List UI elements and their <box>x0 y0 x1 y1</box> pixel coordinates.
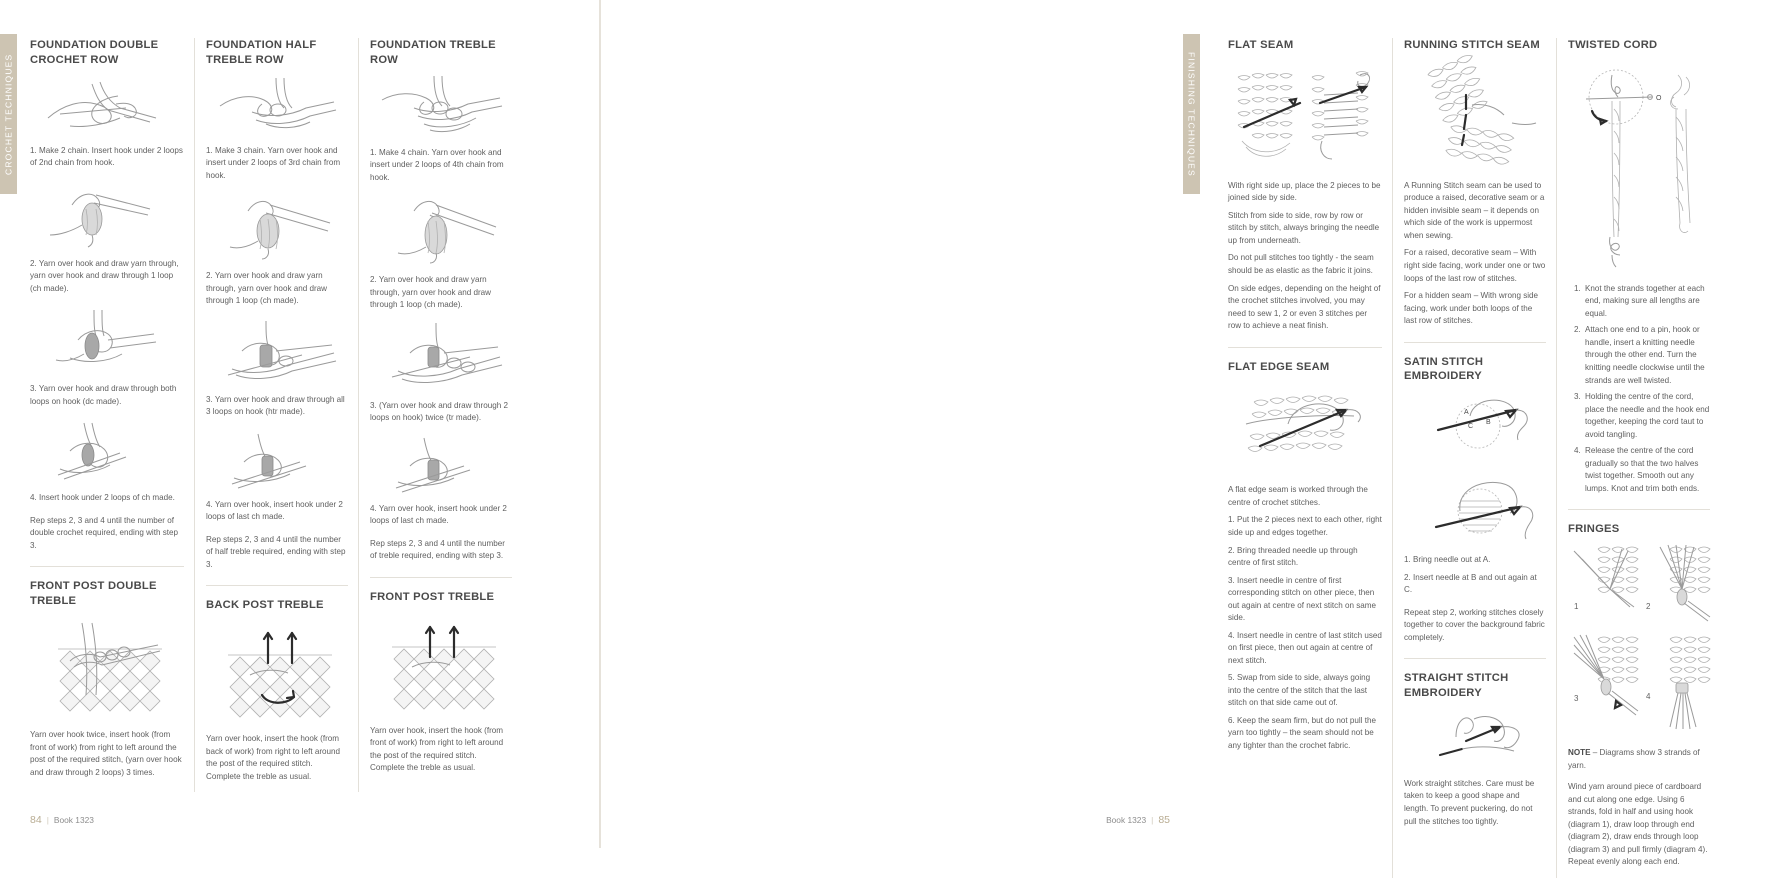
step-text: 4. Yarn over hook, insert hook under 2 loops of last ch made. <box>370 503 507 526</box>
figure-foundation-tr-step3 <box>370 321 512 391</box>
step-text: 1. Make 4 chain. Yarn over hook and insert under 2 loops of 4th chain from hook. <box>370 147 504 182</box>
figure-twisted-cord <box>1568 59 1710 274</box>
column-flat-seam <box>1228 38 1392 878</box>
paragraph: 3. Insert needle in centre of first corresponding stitch on other piece, then out again at centre of next stitch on same side. <box>1228 575 1377 623</box>
fringes-note <box>1568 747 1710 772</box>
figure-foundation-htr-step4 <box>206 428 348 490</box>
satin-label-b: B <box>1486 419 1491 427</box>
footer-right <box>1106 814 1170 826</box>
paragraph: Work straight stitches. Care must be taken to keep a good shape and length. To prevent puckering, do not pull the stitches too tightly. <box>1404 778 1535 826</box>
section-divider <box>1404 658 1546 659</box>
figure-foundation-tr-step4 <box>370 434 512 494</box>
side-tab-crochet-techniques: CROCHET TECHNIQUES <box>0 34 17 194</box>
paragraph: 1. Put the 2 pieces next to each other, right side up and edges together. <box>1228 515 1382 537</box>
body-text: Yarn over hook, insert the hook (from front of work) from right to left around the post of the required stitch. Complete the treble as usual. <box>370 725 504 773</box>
satin-label-c: C <box>1468 423 1474 431</box>
figure-foundation-htr-step2 <box>206 191 348 261</box>
twisted-cord-label-o: O <box>1656 94 1662 102</box>
paragraph: With right side up, place the 2 pieces to be joined side by side. <box>1228 180 1381 203</box>
paragraph: 6. Keep the seam firm, but do not pull the yarn too tightly – the seam should not be any tighter than the crochet fabric. <box>1228 715 1377 750</box>
footer-separator: | <box>46 815 49 825</box>
column-foundation-double-crochet <box>30 38 194 792</box>
list-item: 3. Holding the centre of the cord, place the needle and the hook end together, keeping the cord taut to avoid tangling. <box>1583 391 1710 441</box>
step-text: 3. (Yarn over hook and draw through 2 loops on hook) twice (tr made). <box>370 400 508 423</box>
book-label-right: Book 1323 <box>1106 815 1147 825</box>
paragraph: For a hidden seam – With wrong side facing, work under both loops of the last row of stitches. <box>1404 291 1539 326</box>
step-text: 1. Make 3 chain. Yarn over hook and insert under 2 loops of 3rd chain from hook. <box>206 145 341 180</box>
step-text: 2. Yarn over hook and draw yarn through, yarn over hook and draw through 1 loop (ch made). <box>30 258 179 293</box>
footer-left <box>30 814 94 826</box>
body-text: Yarn over hook, insert the hook (from back of work) from right to left around the post of the required stitch. Complete the treble as usual. <box>206 734 341 781</box>
page-number-right: 85 <box>1158 814 1170 826</box>
figure-satin-stitch-diagram-2 <box>1404 469 1546 545</box>
repeat-text: Rep steps 2, 3 and 4 until the number of treble required, ending with step 3. <box>370 538 505 561</box>
figure-foundation-tr-step1 <box>370 74 512 138</box>
list-item: 1. Knot the strands together at each end, making sure all lengths are equal. <box>1583 283 1710 321</box>
column-twisted-cord <box>1556 38 1720 878</box>
section-title-front-post-double-treble: FRONT POST DOUBLE TREBLE <box>30 580 157 608</box>
figure-foundation-dc-step1 <box>30 74 184 136</box>
figure-straight-stitch <box>1404 707 1546 769</box>
step-text: 4. Yarn over hook, insert hook under 2 loops of last ch made. <box>206 499 343 522</box>
column-running-stitch-seam <box>1392 38 1556 878</box>
section-title-foundation-treble-row: FOUNDATION TREBLE ROW <box>370 39 496 66</box>
paragraph: Wind yarn around piece of cardboard and cut along one edge. Using 6 strands, fold in half and using hook (diagram 1), draw loop through end (diagram 2), draw ends through loop (diagram 3) and pull firmly (diagram 4). Repeat evenly along each end. <box>1568 782 1708 867</box>
footer-separator: | <box>1151 815 1154 825</box>
paragraph: 5. Swap from side to side, always going into the centre of the stitch that the last stitch on that side came out of. <box>1228 673 1371 708</box>
right-page <box>600 0 1710 867</box>
figure-flat-seam <box>1228 59 1382 171</box>
section-title-running-stitch-seam: RUNNING STITCH SEAM <box>1404 39 1540 51</box>
section-divider <box>206 585 348 586</box>
left-page-columns <box>30 38 575 792</box>
section-divider <box>1404 342 1546 343</box>
figure-foundation-dc-step4 <box>30 417 184 483</box>
paragraph: On side edges, depending on the height of the crochet stitches involved, you may need to sew 1, 2 or even 3 stitches per row to achieve a neat finish. <box>1228 283 1381 331</box>
paragraph: A flat edge seam is worked through the centre of crochet stitches. <box>1228 485 1368 507</box>
column-foundation-treble <box>358 38 522 792</box>
paragraph: 4. Insert needle in centre of last stitch used on first piece, then out again at centre of next stitch. <box>1228 630 1382 665</box>
step-text: 2. Yarn over hook and draw yarn through, yarn over hook and draw through 1 loop (ch made). <box>370 275 492 310</box>
list-item: 2. Attach one end to a pin, hook or handle, insert a knitting needle through the other end. Turn the knitting needle clockwise until the strands are well twisted. <box>1583 324 1710 387</box>
step-text: 3. Yarn over hook and draw through all 3 loops on hook (htr made). <box>206 394 345 417</box>
fringe-diagram-number-4: 4 <box>1646 692 1651 702</box>
section-divider <box>1228 347 1382 348</box>
fringe-diagram-number-3: 3 <box>1574 694 1579 704</box>
step-text: 4. Insert hook under 2 loops of ch made. <box>30 493 175 503</box>
figure-foundation-htr-step3 <box>206 317 348 385</box>
figure-foundation-htr-step1 <box>206 74 348 136</box>
figure-foundation-dc-step2 <box>30 179 184 249</box>
section-title-straight-stitch-embroidery: STRAIGHT STITCH EMBROIDERY <box>1404 672 1509 700</box>
paragraph: A Running Stitch seam can be used to produce a raised, decorative seam or a hidden invisible seam – it depends on which side of the work is uppermost when sewing. <box>1404 180 1545 240</box>
paragraph: Repeat step 2, working stitches closely together to cover the background fabric completely. <box>1404 607 1545 642</box>
paragraph: 1. Bring needle out at A. <box>1404 555 1491 565</box>
figure-front-post-double-treble <box>30 615 184 720</box>
section-title-front-post-treble: FRONT POST TREBLE <box>370 590 495 603</box>
section-divider <box>370 577 512 578</box>
section-title-flat-seam: FLAT SEAM <box>1228 39 1294 51</box>
paragraph: Stitch from side to side, row by row or stitch by stitch, always bringing the needle up from underneath. <box>1228 210 1380 245</box>
page-number-left: 84 <box>30 814 42 826</box>
body-text: Yarn over hook twice, insert hook (from front of work) from right to left around the post of the required stitch, (yarn over hook and draw through 2 loops) 3 times. <box>30 729 182 777</box>
twisted-cord-steps <box>1568 283 1710 496</box>
step-text: 2. Yarn over hook and draw yarn through, yarn over hook and draw through 1 loop (ch made). <box>206 271 328 306</box>
section-title-fringes: FRINGES <box>1568 523 1620 536</box>
section-title-foundation-double-crochet-row: FOUNDATION DOUBLE CROCHET ROW <box>30 39 159 66</box>
section-title-foundation-half-treble-row: FOUNDATION HALF TREBLE ROW <box>206 39 317 66</box>
right-page-columns <box>1228 38 1773 878</box>
repeat-text: Rep steps 2, 3 and 4 until the number of half treble required, ending with step 3. <box>206 534 346 569</box>
paragraph: 2. Insert needle at B and out again at C. <box>1404 572 1537 595</box>
figure-foundation-dc-step3 <box>30 304 184 374</box>
paragraph: For a raised, decorative seam – With right side facing, work under one or two loops of the last row of stitches. <box>1404 248 1546 283</box>
list-item: 4. Release the centre of the cord gradually so that the two halves twist together. Smooth out any lumps. Knot and trim both ends. <box>1583 445 1710 495</box>
figure-satin-stitch-diagram-1 <box>1404 390 1546 460</box>
paragraph: Do not pull stitches too tightly - the seam should be as elastic as the fabric it joins. <box>1228 253 1374 275</box>
section-divider <box>1568 509 1710 510</box>
left-page <box>0 0 600 848</box>
section-divider <box>30 566 184 567</box>
page-gutter <box>599 0 601 848</box>
figure-running-stitch-seam <box>1404 59 1546 171</box>
fringe-diagram-number-1: 1 <box>1574 602 1579 612</box>
figure-flat-edge-seam <box>1228 380 1382 475</box>
section-title-back-post-treble: BACK POST TREBLE <box>206 599 324 612</box>
side-tab-finishing-techniques: FINISHING TECHNIQUES <box>1183 34 1200 194</box>
step-text: 3. Yarn over hook and draw through both loops on hook (dc made). <box>30 384 177 406</box>
note-text: – Diagrams show 3 strands of yarn. <box>1568 748 1700 770</box>
column-foundation-half-treble <box>194 38 358 792</box>
paragraph: 2. Bring threaded needle up through centre of first stitch. <box>1228 545 1358 568</box>
section-title-flat-edge-seam: FLAT EDGE SEAM <box>1228 360 1330 373</box>
repeat-text: Rep steps 2, 3 and 4 until the number of double crochet required, ending with step 3. <box>30 515 179 550</box>
figure-fringes <box>1568 543 1710 738</box>
book-label-left: Book 1323 <box>53 815 94 825</box>
satin-label-a: A <box>1464 409 1469 417</box>
step-text: 1. Make 2 chain. Insert hook under 2 loops of 2nd chain from hook. <box>30 145 183 168</box>
note-label: NOTE <box>1568 748 1591 758</box>
figure-back-post-treble <box>206 619 348 724</box>
section-title-satin-stitch-embroidery: SATIN STITCH EMBROIDERY <box>1404 355 1484 383</box>
section-title-twisted-cord: TWISTED CORD <box>1568 39 1658 51</box>
figure-front-post-treble <box>370 611 512 716</box>
fringe-diagram-number-2: 2 <box>1646 602 1651 612</box>
figure-foundation-tr-step2 <box>370 193 512 265</box>
